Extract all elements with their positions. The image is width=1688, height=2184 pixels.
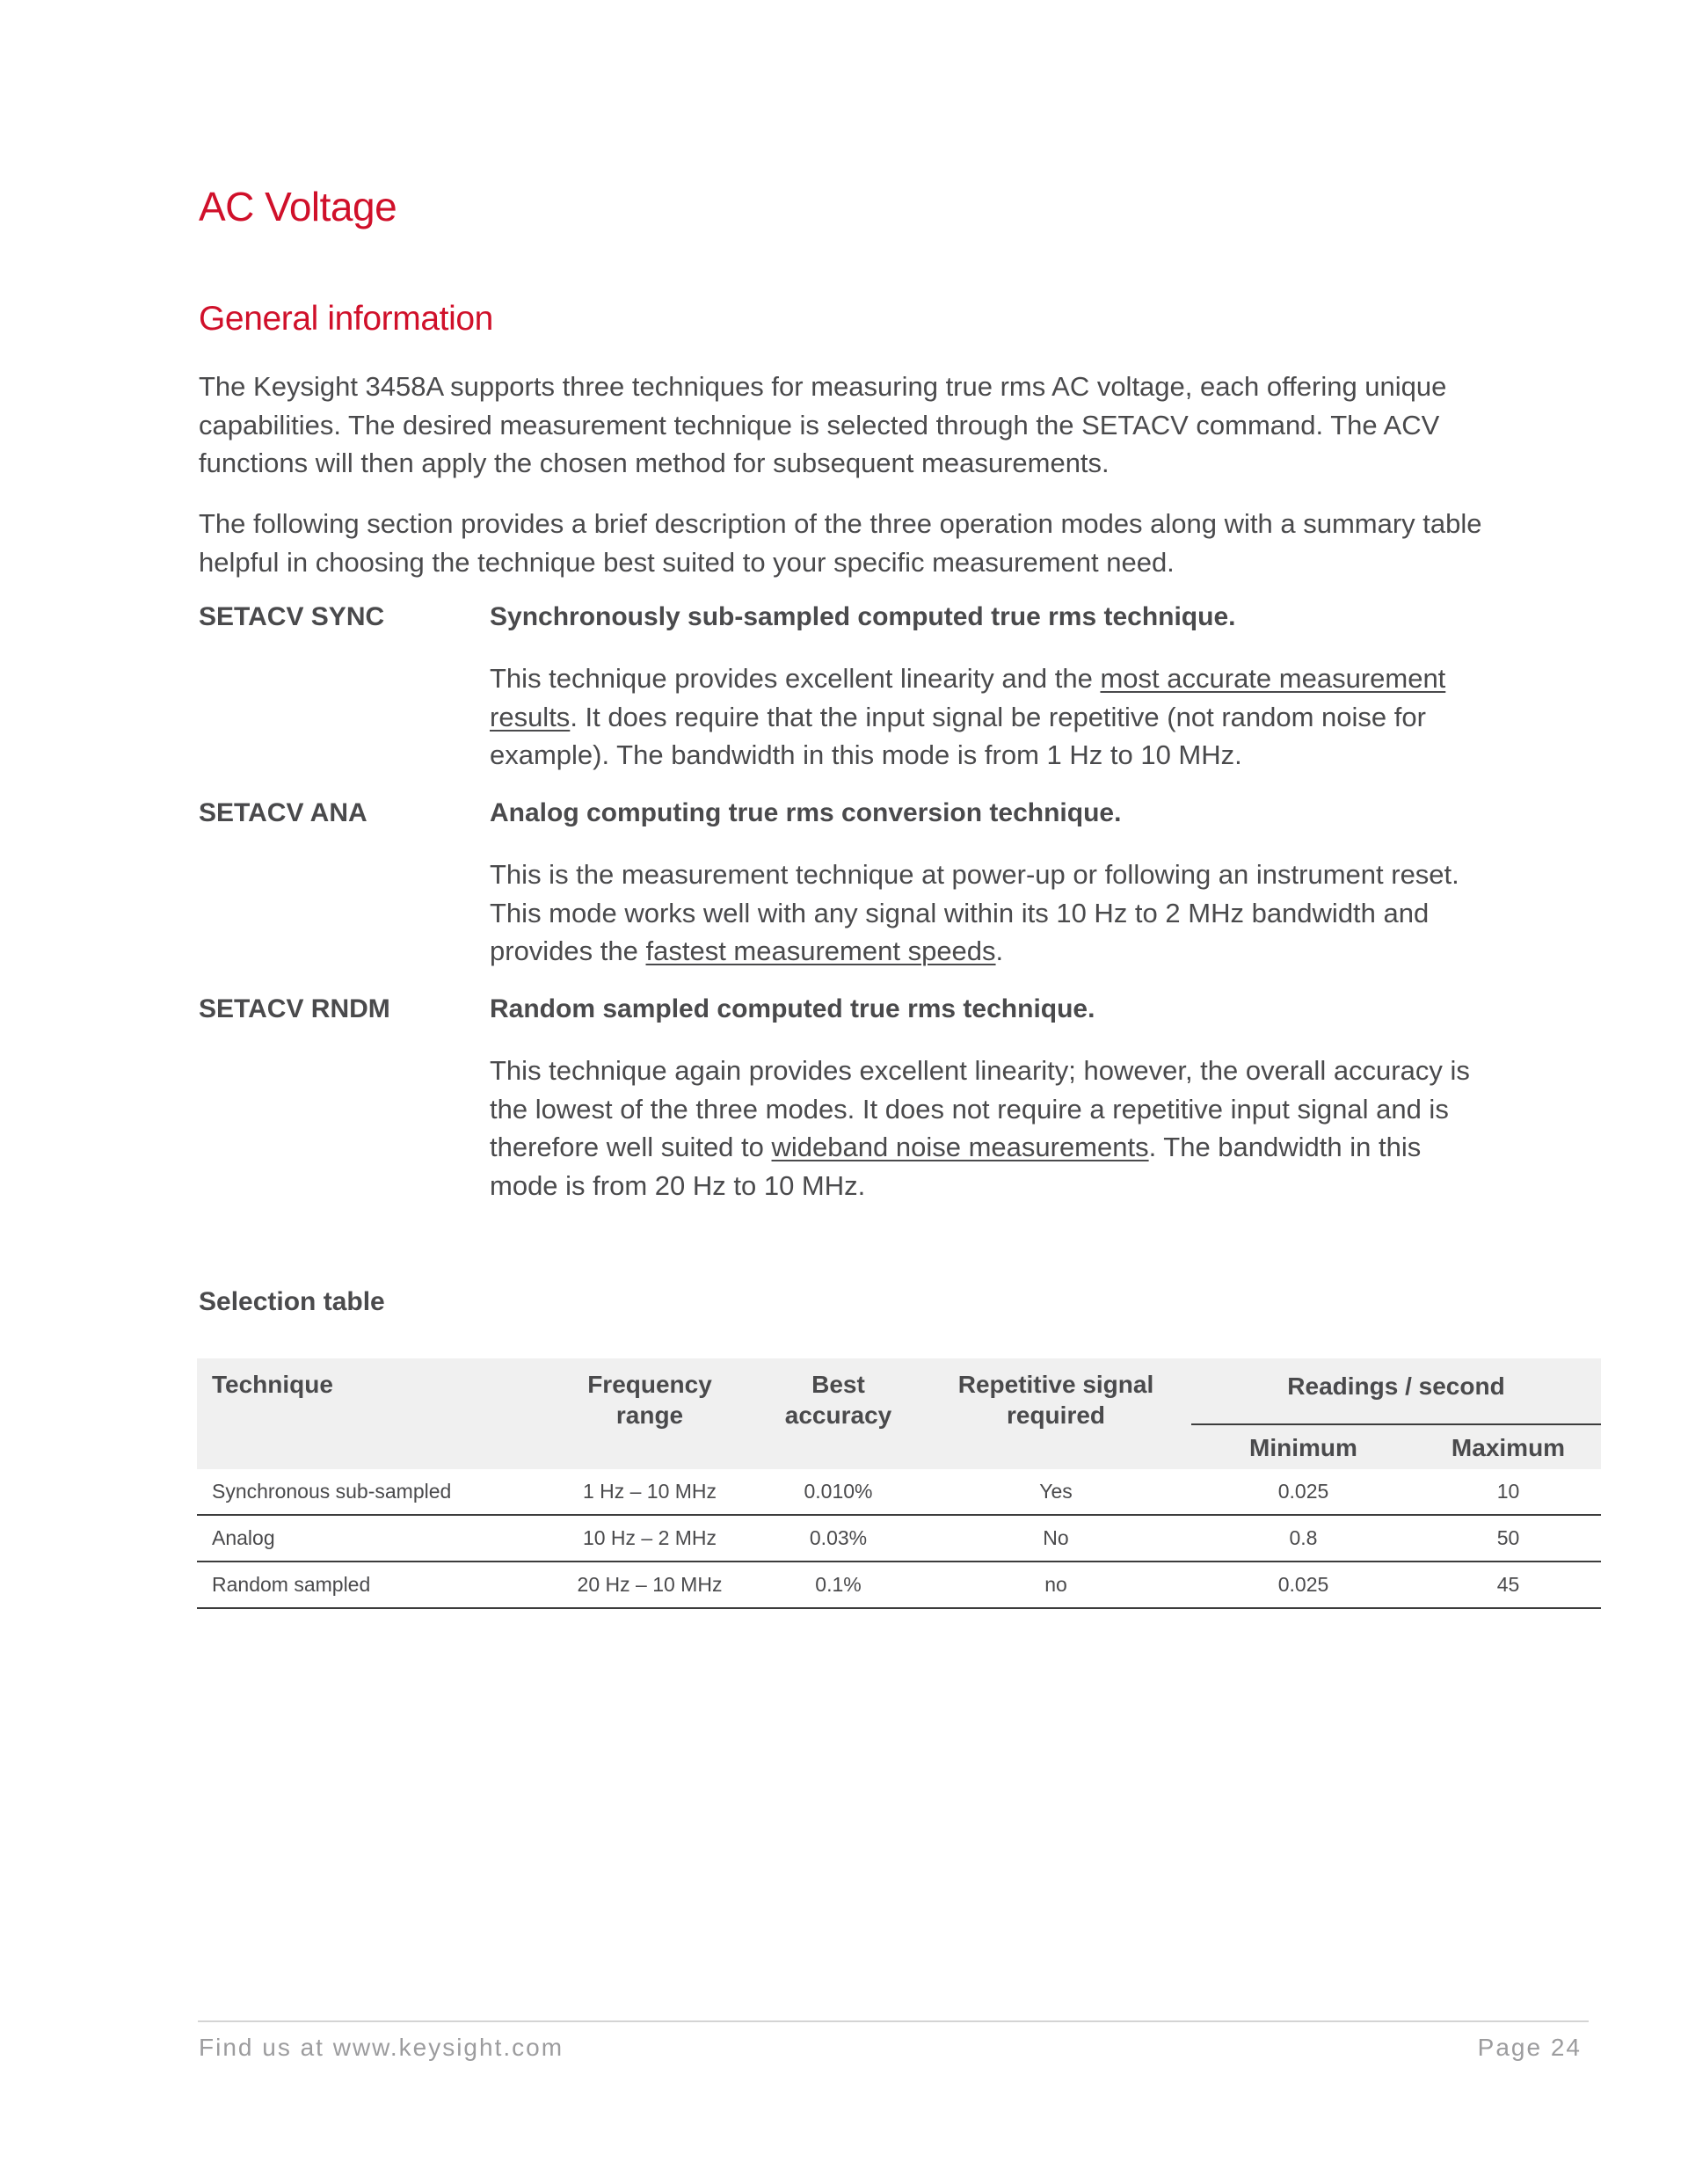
table-row: [197, 1562, 1601, 1608]
mode-title-rndm: Random sampled computed true rms technique.: [490, 994, 1095, 1023]
cell-repetitive: No: [920, 1515, 1191, 1562]
cell-max: 50: [1415, 1515, 1601, 1562]
header-best-accuracy: Best accuracy: [756, 1358, 920, 1469]
header-frequency-range: Frequency range: [543, 1358, 756, 1469]
mode-description-text: This technique again provides excellent linearity; however, the overall accuracy is the lowest of the three modes. It does not require a repetitive input signal and is therefore well suited to: [490, 1055, 1470, 1162]
cell-best-accuracy: 0.03%: [756, 1515, 920, 1562]
cell-technique: Synchronous sub-sampled: [197, 1469, 543, 1515]
mode-term-sync: SETACV SYNC: [199, 602, 385, 631]
wideband-noise-link[interactable]: wideband noise measurements: [771, 1132, 1149, 1162]
mode-title-sync: Synchronously sub-sampled computed true rms technique.: [490, 602, 1236, 631]
cell-best-accuracy: 0.010%: [756, 1469, 920, 1515]
cell-min: 0.8: [1191, 1515, 1415, 1562]
cell-min: 0.025: [1191, 1562, 1415, 1608]
page-number: Page 24: [1477, 2034, 1582, 2061]
summary-paragraph: The following section provides a brief description of the three operation modes along with a summary table helpful in choosing the technique best suited to your specific measurement need.: [199, 508, 1482, 578]
cell-best-accuracy: 0.1%: [756, 1562, 920, 1608]
mode-description-ana: [490, 855, 1483, 971]
page-title: AC Voltage: [199, 184, 397, 229]
mode-description-text: This is the measurement technique at power-up or following an instrument reset. This mode works well with any signal within its 10 Hz to 2 MHz bandwidth and provides the: [490, 859, 1459, 966]
most-accurate-link[interactable]: most accurate measurement results: [490, 663, 1446, 732]
cell-repetitive: Yes: [920, 1469, 1191, 1515]
cell-repetitive: no: [920, 1562, 1191, 1608]
table-row: [197, 1469, 1601, 1515]
mode-description-text: This technique provides excellent linearity and the: [490, 663, 1101, 694]
mode-description-sync: [490, 659, 1483, 775]
footer-website-link[interactable]: Find us at www.keysight.com: [199, 2034, 564, 2061]
section-heading: General information: [199, 300, 493, 338]
header-maximum: Maximum: [1415, 1424, 1601, 1469]
mode-description-rndm: [490, 1052, 1483, 1205]
mode-description-text: .: [995, 935, 1004, 966]
cell-frequency-range: 20 Hz – 10 MHz: [543, 1562, 756, 1608]
mode-description-text: . It does require that the input signal be repetitive (not random noise for example). The bandwidth in this mode is from 1 Hz to 10 MHz.: [490, 701, 1426, 770]
cell-min: 0.025: [1191, 1469, 1415, 1515]
mode-term-rndm: SETACV RNDM: [199, 994, 390, 1023]
header-minimum: Minimum: [1191, 1424, 1415, 1469]
selection-table-title: Selection table: [199, 1287, 385, 1316]
cell-frequency-range: 10 Hz – 2 MHz: [543, 1515, 756, 1562]
header-repetitive-signal: Repetitive signal required: [920, 1358, 1191, 1469]
cell-frequency-range: 1 Hz – 10 MHz: [543, 1469, 756, 1515]
selection-table: [197, 1358, 1601, 1609]
header-readings-per-second: Readings / second: [1191, 1358, 1601, 1424]
cell-technique: Random sampled: [197, 1562, 543, 1608]
cell-max: 45: [1415, 1562, 1601, 1608]
header-technique: Technique: [197, 1358, 543, 1469]
cell-max: 10: [1415, 1469, 1601, 1515]
table-row: [197, 1515, 1601, 1562]
fastest-speeds-link[interactable]: fastest measurement speeds: [645, 935, 996, 966]
cell-technique: Analog: [197, 1515, 543, 1562]
mode-description-text: . The bandwidth in this mode is from 20 Hz to 10 MHz.: [490, 1132, 1422, 1201]
mode-term-ana: SETACV ANA: [199, 798, 367, 827]
intro-paragraph: The Keysight 3458A supports three techniques for measuring true rms AC voltage, each offering unique capabilities. The desired measurement technique is selected through the SETACV command. The ACV functions will then apply the chosen method for subsequent measurements.: [199, 371, 1447, 478]
footer-divider: [198, 2020, 1589, 2022]
mode-title-ana: Analog computing true rms conversion technique.: [490, 798, 1122, 827]
